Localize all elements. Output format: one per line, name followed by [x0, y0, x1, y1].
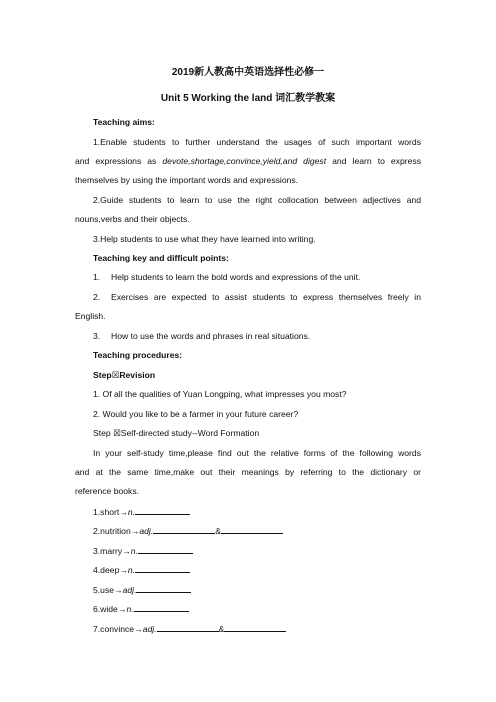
answer-blank[interactable] [153, 524, 215, 534]
revision-question-1: 1. Of all the qualities of Yuan Longping, what impresses you most? [93, 389, 347, 399]
instruction-line-2: and at the same time,make out their meanings by referring to the dictionary or [75, 467, 421, 477]
aim-key-words: devote,shortage,convince,yield,and digest [162, 156, 327, 166]
answer-blank[interactable] [135, 563, 190, 573]
exercise-item: 1.short→n. [93, 505, 421, 518]
aims-heading: Teaching aims: [93, 117, 155, 127]
answer-blank[interactable] [134, 602, 189, 612]
doc-title: 2019新人教高中英语选择性必修一 [171, 67, 325, 78]
exercise-item: 5.use→adj. [93, 583, 421, 596]
aim-2-line-1: 2.Guide students to learn to use the right collocation between adjectives and [93, 195, 421, 205]
answer-blank[interactable] [136, 583, 191, 593]
answer-blank[interactable] [135, 505, 190, 515]
key-point-1: 1. Help students to learn the bold words and expressions of the unit. [93, 272, 361, 282]
instruction-line-1: In your self-study time,please find out the relative forms of the following words [93, 448, 421, 458]
procedures-heading: Teaching procedures: [93, 350, 183, 360]
exercise-item: 7.convince→adj. & [93, 622, 421, 635]
exercise-item: 2.nutrition→adj. & [93, 524, 421, 537]
answer-blank[interactable] [224, 622, 286, 632]
aim-1-line-1: 1.Enable students to further understand the usages of such important words [93, 137, 421, 147]
doc-subtitle: Unit 5 Working the land 词汇教学教案 [160, 93, 336, 104]
key-point-2-line-1: 2. Exercises are expected to assist students to express themselves freely in [93, 292, 421, 302]
aim-2-line-2: nouns,verbs and their objects. [75, 214, 190, 224]
answer-blank[interactable] [157, 622, 219, 632]
key-point-3: 3. How to use the words and phrases in real situations. [93, 331, 311, 341]
aim-1-line-2: and expressions as devote,shortage,convince,yield,and digest and learn to express [75, 156, 421, 166]
exercise-item: 3.marry→n. [93, 544, 421, 557]
exercise-item: 4.deep→n. [93, 563, 421, 576]
revision-question-2: 2. Would you like to be a farmer in your future career? [93, 409, 299, 419]
exercise-item: 6.wide→n. [93, 602, 421, 615]
aim-1-line-3: themselves by using the important words and expressions. [75, 175, 299, 185]
answer-blank[interactable] [221, 524, 283, 534]
key-point-2-line-2: English. [75, 311, 106, 321]
step-1-heading: Step☒Revision [93, 370, 156, 380]
key-points-heading: Teaching key and difficult points: [93, 253, 229, 263]
instruction-line-3: reference books. [75, 486, 140, 496]
answer-blank[interactable] [138, 544, 193, 554]
step-2-heading: Step ☒Self-directed study--Word Formation [93, 428, 260, 438]
aim-3: 3.Help students to use what they have learned into writing. [93, 234, 316, 244]
